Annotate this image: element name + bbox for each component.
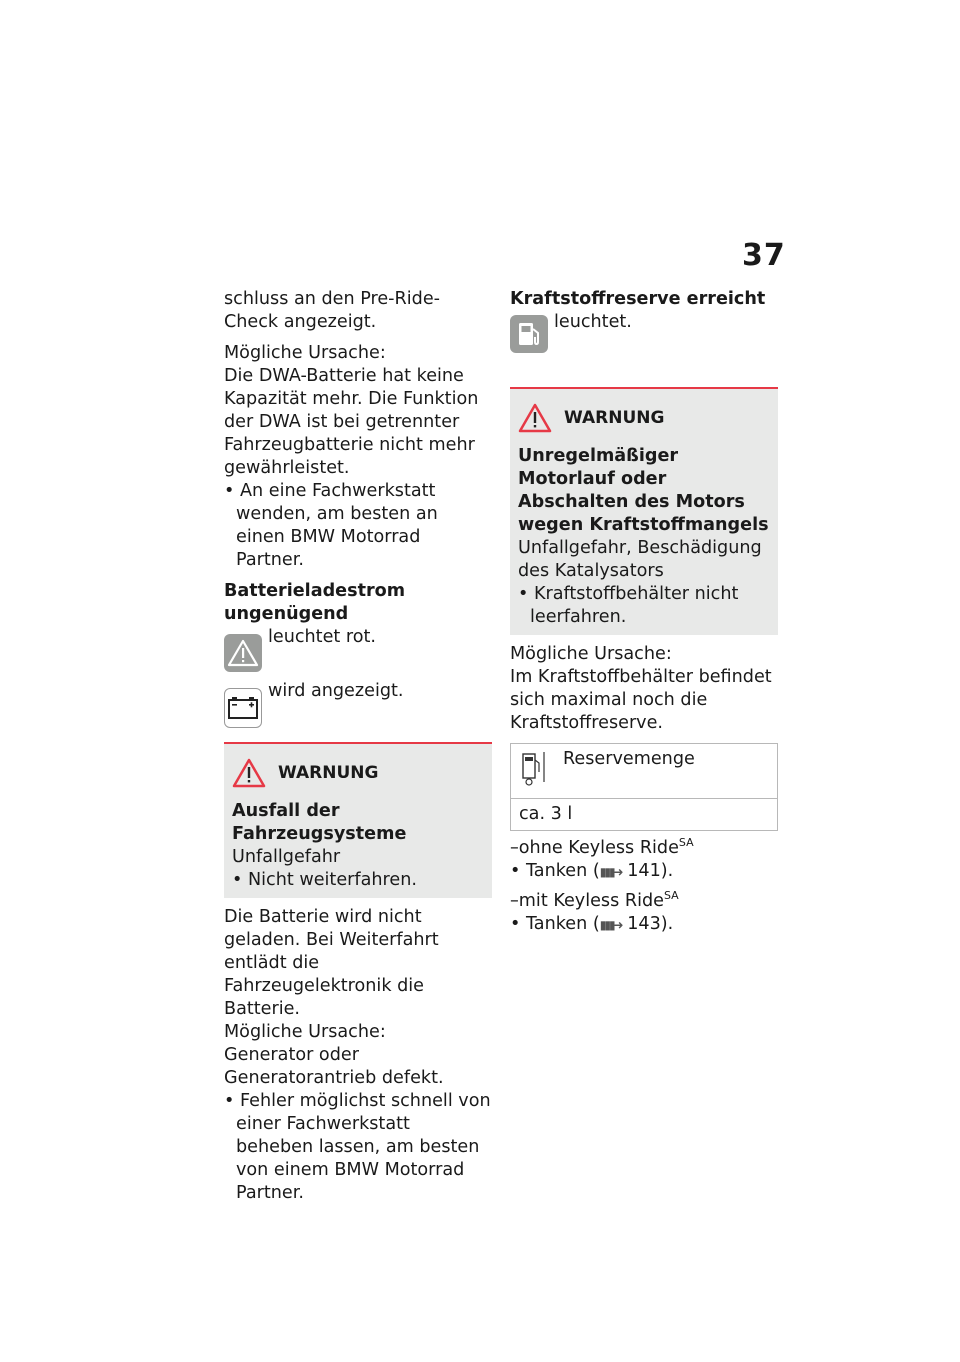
cause-text: Die DWA-Batterie hat keine Kapazität mehr. Die Funktion der DWA ist bei getrennter Fahrzeugbatterie nicht mehr gewährleistet. [224, 366, 479, 478]
option-bullet[interactable] [510, 913, 778, 937]
fuel-reserve-icon [519, 748, 549, 788]
warning-title: WARNUNG [278, 762, 379, 783]
warning-risk: Unfallgefahr [232, 847, 341, 867]
page-ref-arrow-icon: ▮▮▮➜ [599, 917, 622, 932]
cause-text: Im Kraftstoffbehälter befindet sich maximal noch die Kraftstoffreserve. [510, 667, 772, 733]
option-line [510, 884, 778, 913]
cause-text: Generator oder Generatorantrieb defekt. [224, 1045, 444, 1088]
option-sup: SA [663, 888, 679, 902]
bullet-item: • Fehler möglichst schnell von einer Fachwerkstatt beheben lassen, am besten von einem BMW Motorrad Partner. [224, 1091, 491, 1203]
warning-headline: Ausfall der Fahrzeugsysteme [232, 801, 407, 844]
option-text: –mit Keyless Ride [510, 890, 664, 911]
bullet-item: • An eine Fachwerkstatt wenden, am besten an einen BMW Motorrad Partner. [224, 481, 438, 570]
battery-row [224, 680, 492, 726]
paragraph: Die Batterie wird nicht geladen. Bei Weiterfahrt entlädt die Fahrzeugelektronik die Batterie. [224, 907, 439, 1019]
cause-label: Mögliche Ursache: [224, 343, 386, 363]
option-line [510, 831, 778, 860]
fuel-pump-icon [510, 315, 548, 353]
warning-risk: Unfallgefahr, Beschädigung des Katalysators [518, 538, 762, 581]
reserve-label-cell [511, 744, 778, 799]
right-column [510, 288, 778, 937]
battery-icon [224, 688, 262, 728]
warning-icon [518, 403, 552, 433]
page-ref[interactable]: 143). [627, 913, 674, 934]
bullet-text: • Tanken ( [510, 860, 600, 881]
left-column [224, 288, 492, 1205]
cause-label: Mögliche Ursache: [224, 1022, 386, 1042]
warning-box [510, 387, 778, 635]
icon-description: leuchtet rot. [268, 627, 377, 647]
option-bullet[interactable] [510, 860, 778, 884]
cause-label: Mögliche Ursache: [510, 644, 672, 664]
warning-box [224, 742, 492, 898]
warning-bullet: • Nicht weiterfahren. [232, 870, 417, 890]
page-number: 37 [742, 238, 786, 273]
warning-triangle-icon [224, 634, 262, 672]
option-text: –ohne Keyless Ride [510, 837, 679, 858]
warning-light-row [224, 626, 492, 672]
paragraph: schluss an den Pre-Ride-Check angezeigt. [224, 289, 440, 332]
warning-bullet: • Kraftstoffbehälter nicht leerfahren. [518, 584, 739, 627]
warning-title: WARNUNG [564, 407, 665, 428]
warning-header [232, 758, 484, 788]
bullet-text: • Tanken ( [510, 913, 600, 934]
fuel-light-row [510, 311, 778, 363]
option-sup: SA [678, 836, 694, 849]
icon-description: wird angezeigt. [268, 681, 404, 701]
reserve-value: ca. 3 l [511, 799, 778, 831]
page-ref[interactable]: 141). [627, 860, 674, 881]
reserve-label: Reservemenge [563, 749, 695, 769]
warning-header [518, 403, 770, 433]
warning-headline: Unregelmäßiger Motorlauf oder Abschalten des Motors wegen Kraftstoffmangels [518, 446, 769, 535]
page-ref-arrow-icon: ▮▮▮➜ [599, 864, 622, 879]
icon-description: leuchtet. [554, 312, 632, 332]
section-heading: Batterieladestrom ungenügend [224, 581, 406, 624]
section-heading: Kraftstoffreserve erreicht [510, 289, 766, 309]
warning-icon [232, 758, 266, 788]
reserve-table [510, 743, 778, 831]
